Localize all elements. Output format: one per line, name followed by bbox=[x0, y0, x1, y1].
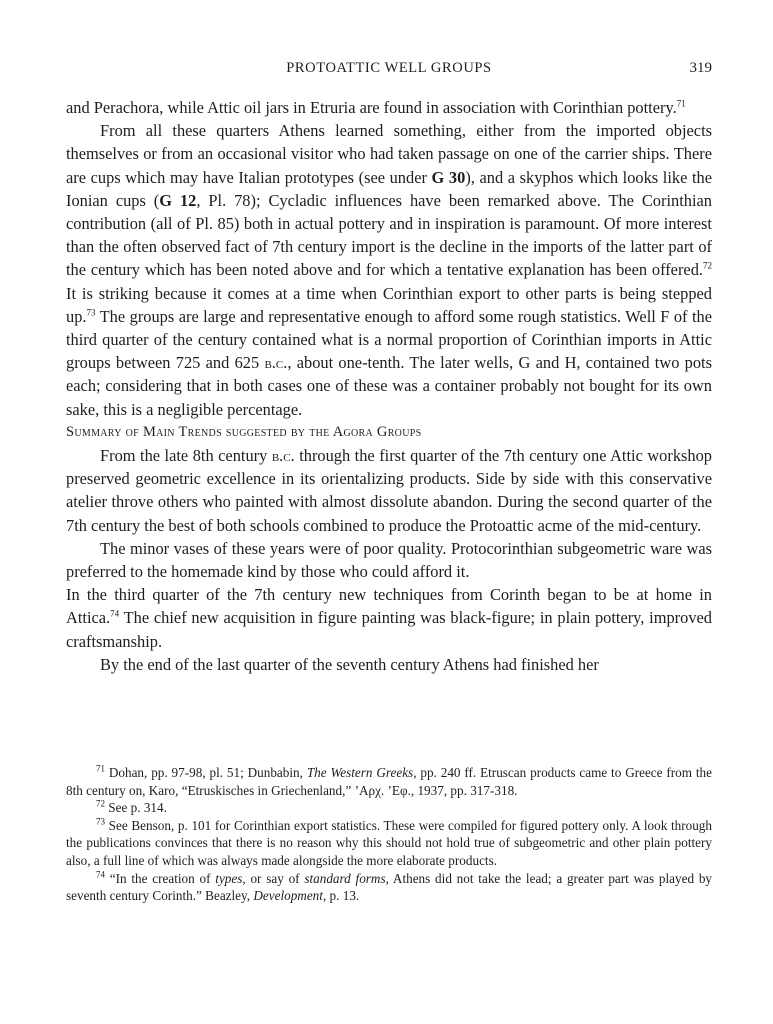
running-title: PROTOATTIC WELL GROUPS bbox=[286, 60, 492, 76]
footnote-73: $^{73}$ See Benson, p. 101 for Corinthian export statistics. These were compiled for figured pottery only. A look through the publications convinces that there is no reason why this should not hold true of subgeometric and other plain pottery also, a full line of which was always made alongside the more elaborate products. bbox=[66, 816, 712, 868]
paragraph-third-quarter: In the third quarter of the 7th century new techniques from Corinth began to be at home in Attica.$^{74}$ The chief new acquisition in figure painting was black-figure; in plain pottery, improved craftsmanship. bbox=[66, 585, 712, 651]
paragraph-summary: From the late 8th century b.c. through the first quarter of the 7th century one Attic workshop preserved geometric excellence in its orientalizing products. Side by side with this conservative atelier throve others who painted with almost dissolute abandon. During the second quarter of the 7th century the best of both schools combined to produce the Protoattic acme of the mid-century. bbox=[66, 446, 713, 535]
page-number: 319 bbox=[689, 60, 712, 76]
footnote-ref-73[interactable]: 73 bbox=[86, 307, 96, 318]
footnote-72: $^{72}$ See p. 314. bbox=[96, 798, 167, 816]
footnote-71: $^{71}$ Dohan, pp. 97-98, pl. 51; Dunbabin, The Western Greeks, pp. 240 ff. Etruscan products came to Greece from the 8th century on, Karo, “Etruskisches in Griechenland,” ’Αρχ. ’Εφ., 1937, pp. 317-318. bbox=[66, 763, 713, 798]
paragraph-minor-vases: The minor vases of these years were of poor quality. Protocorinthian subgeometric ware was preferred to the homemade kind by those who could afford it. bbox=[66, 538, 712, 582]
footnote-ref-74[interactable]: 74 bbox=[110, 609, 120, 619]
paragraph-last-quarter: By the end of the last quarter of the seventh century Athens had finished her bbox=[100, 654, 599, 674]
footnote-ref-72[interactable]: 72 bbox=[703, 260, 712, 271]
catalogue-ref: G 12 bbox=[159, 190, 197, 210]
main-text bbox=[66, 96, 712, 676]
page-header bbox=[66, 60, 712, 80]
paragraph-continuation: and Perachora, while Attic oil jars in Etruria are found in association with Corinthian pottery.$^{71}$ bbox=[66, 98, 686, 117]
paragraph-imports: From all these quarters Athens learned something, either from the imported objects themselves or from an occasional visitor who had taken passage on one of the carrier ships. There are cups which may have Italian prototypes (see under G 30), and a skyphos which looks like the Ionian cups (G 12, Pl. 78); Cycladic influences have been remarked above. The Corinthian contribution (all of Pl. 85) both in actual pottery and in inspiration is paramount. Of more interest than the often observed fact of 7th century import is the decline in the imports of the latter part of the century which has been noted above and for which a tentative explanation has been offered.$^{72}$ It is striking because it comes at a time when Corinthian export to other parts is being stepped up.$^{73}$ The groups are large and representative enough to afford some rough statistics. Well F of the third quarter of the century contained what is a normal proportion of Corinthian imports in Attic groups between 725 and 625 b.c., about one-tenth. The later wells, G and H, contained two pots each; considering that in both cases one of these was a container probably not bought for its own sake, this is a negligible percentage. bbox=[66, 121, 712, 419]
section-heading: Summary of Main Trends suggested by the Agora Groups bbox=[66, 423, 422, 440]
catalogue-ref: G 30 bbox=[431, 167, 466, 187]
footnote-74: $^{74}$ “In the creation of types, or say of standard forms, Athens did not take the lead; a greater part was played by seventh century Corinth.” Beazley, Development, p. 13. bbox=[66, 869, 713, 904]
footnote-ref-71[interactable]: 71 bbox=[676, 98, 686, 109]
footnotes bbox=[66, 764, 712, 905]
